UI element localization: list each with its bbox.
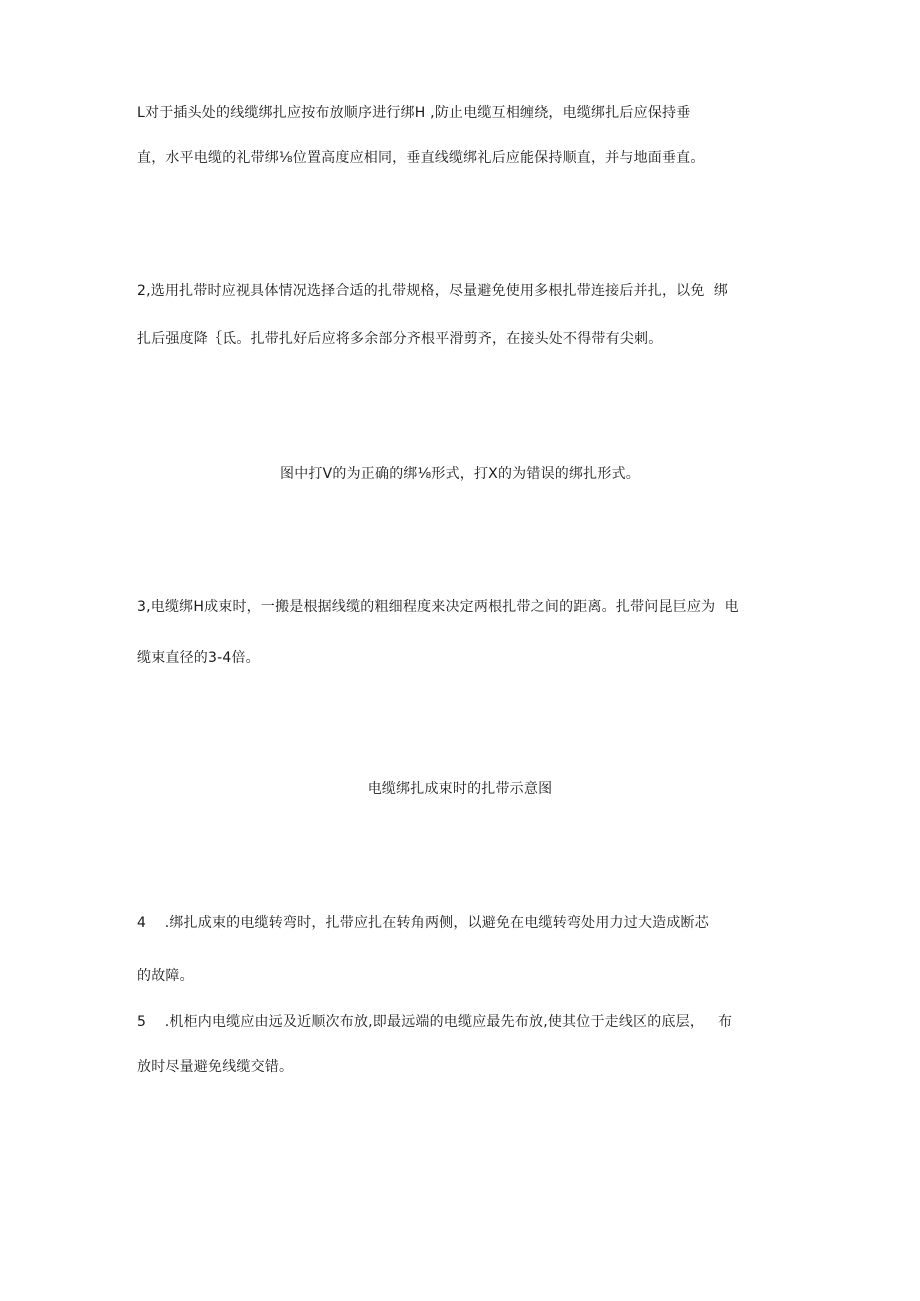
figure-caption-binding-forms: 图中打V的为正确的绑⅛形式，打X的为错误的绑扎形式。 bbox=[280, 466, 640, 482]
paragraph-5-line-1: 5 .机柜内电缆应由远及近顺次布放,即最远端的电缆应最先布放,使其位于走线区的底层， 布 bbox=[137, 1014, 733, 1030]
paragraph-5-line-2: 放时尽量避免线缆交错。 bbox=[137, 1059, 294, 1075]
paragraph-2-line-2: 扎后强度降｛氐。扎带扎好后应将多余部分齐根平滑剪齐，在接头处不得带有尖刺。 bbox=[137, 331, 663, 347]
paragraph-4-line-2: 的故障。 bbox=[137, 968, 194, 984]
paragraph-2-line-1: 2,选用扎带时应视具体情况选择合适的扎带规格，尽量避免使用多根扎带连接后并扎，以免 绑 bbox=[137, 283, 729, 299]
paragraph-3-line-1: 3,电缆绑H成束时，一搬是根据线缆的粗细程度来决定两根扎带之间的距离。扎带问昆巨应为 电 bbox=[137, 599, 739, 615]
paragraph-3-line-2: 缆束直径的3-4倍。 bbox=[137, 650, 260, 666]
figure-caption-tie-diagram: 电缆绑扎成束时的扎带示意图 bbox=[367, 781, 553, 797]
paragraph-1-line-2: 直，水平电缆的礼带绑⅛位置高度应相同，垂直线缆绑礼后应能保持顺直，并与地面垂直。 bbox=[137, 150, 705, 166]
paragraph-1-line-1: L对于插头处的线缆绑扎应按布放顺序进行绑H ,防止电缆互相缠绕，电缆绑扎后应保持垂 bbox=[137, 105, 691, 121]
paragraph-4-line-1: 4 .绑扎成束的电缆转弯时，扎带应扎在转角两侧，以避免在电缆转弯处用力过大造成断芯 bbox=[137, 915, 709, 931]
